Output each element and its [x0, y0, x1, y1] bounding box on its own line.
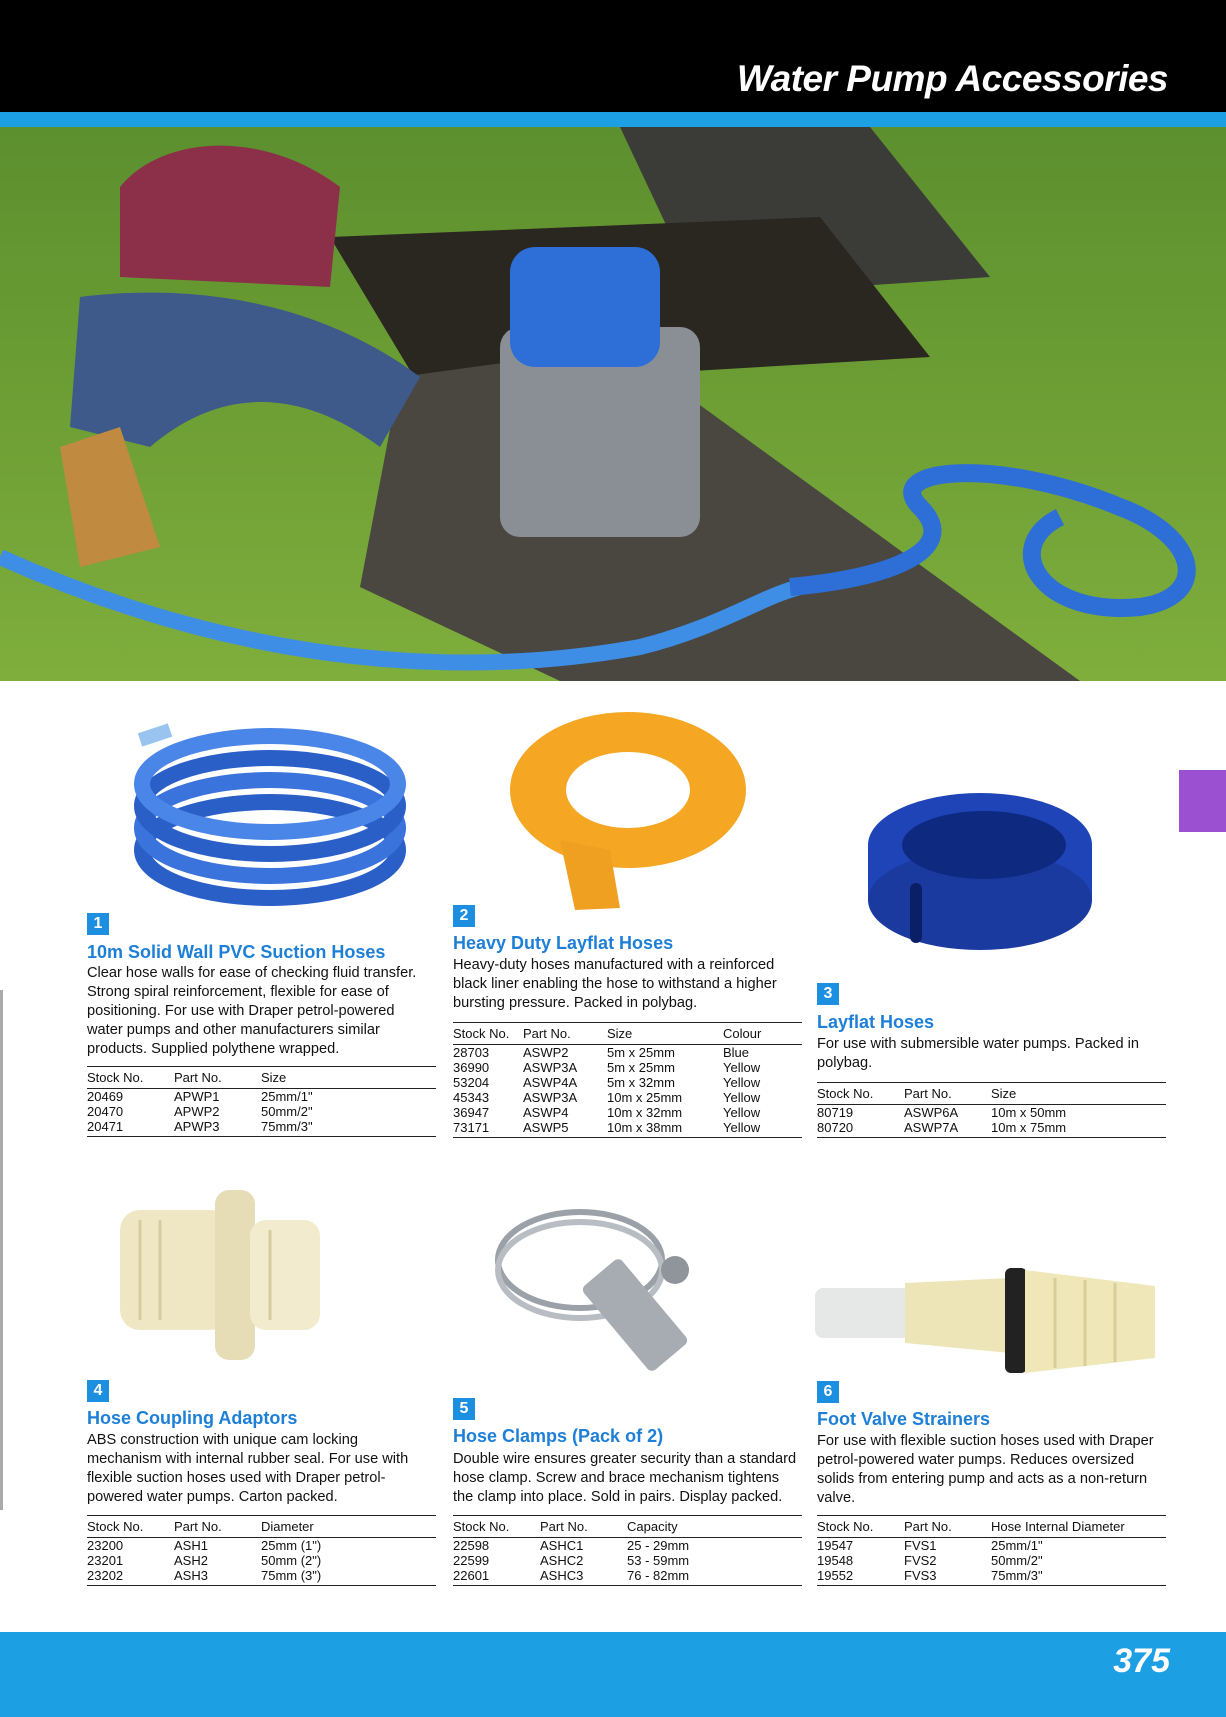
table-cell: 5m x 25mm	[607, 1060, 675, 1075]
table-cell: 22598	[453, 1538, 490, 1553]
hero-photo	[0, 127, 1226, 681]
table-cell: ASH3	[174, 1568, 261, 1586]
table-cell: ASHC1	[540, 1538, 584, 1553]
product-description: Heavy-duty hoses manufactured with a reinforced black liner enabling the hose to withstand a higher bursting pressure. Packed in polybag.	[453, 957, 777, 1011]
table-cell: 10m x 38mm	[607, 1120, 723, 1138]
column-header: Stock No.	[87, 1067, 174, 1089]
table-row	[87, 1104, 436, 1119]
header-accent-stripe	[0, 112, 1226, 127]
product-description: For use with submersible water pumps. Packed in polybag.	[817, 1036, 1140, 1071]
product-number-badge: 4	[87, 1380, 109, 1402]
table-cell: Blue	[723, 1045, 750, 1060]
table-cell: 23201	[87, 1553, 124, 1568]
table-row	[453, 1045, 802, 1061]
product-title: 10m Solid Wall PVC Suction Hoses	[87, 942, 386, 962]
table-cell: APWP2	[174, 1104, 220, 1119]
table-cell: 45343	[453, 1090, 490, 1105]
table-row	[453, 1075, 802, 1090]
table-cell: 76 - 82mm	[627, 1568, 802, 1586]
table-cell: APWP1	[174, 1089, 220, 1104]
column-header: Part No.	[540, 1516, 627, 1538]
product-description: ABS construction with unique cam locking mechanism with internal rubber seal. For use with flexible suction hoses used with Draper petrol-powered water pumps. Carton packed.	[87, 1432, 409, 1505]
table-cell: 20470	[87, 1104, 124, 1119]
table-row	[453, 1105, 802, 1120]
product-description: Double wire ensures greater security than a standard hose clamp. Screw and brace mechanism tightens the clamp into place. Sold in pairs. Display packed.	[453, 1451, 797, 1505]
spec-table	[817, 1515, 1166, 1586]
table-cell: ASWP7A	[904, 1120, 991, 1138]
table-cell: Yellow	[723, 1120, 802, 1138]
table-cell: ASH2	[174, 1553, 208, 1568]
table-cell: 75mm (3")	[261, 1568, 436, 1586]
table-row	[817, 1568, 1166, 1586]
column-header: Part No.	[174, 1067, 261, 1089]
column-header: Stock No.	[453, 1516, 540, 1538]
table-cell: 50mm (2")	[261, 1553, 322, 1568]
table-cell: 10m x 32mm	[607, 1105, 683, 1120]
table-cell: 10m x 25mm	[607, 1090, 683, 1105]
column-header: Stock No.	[453, 1023, 523, 1045]
spec-table	[453, 1515, 802, 1586]
column-header: Stock No.	[817, 1516, 904, 1538]
table-cell: 20471	[87, 1119, 174, 1137]
table-row	[817, 1105, 1166, 1121]
product-title: Layflat Hoses	[817, 1012, 935, 1032]
table-row	[453, 1553, 802, 1568]
product-number-badge: 6	[817, 1381, 839, 1403]
product-description: For use with flexible suction hoses used with Draper petrol-powered water pumps. Reduces oversized solids from entering pump and acts as a non-return valve.	[817, 1433, 1154, 1506]
table-cell: 5m x 32mm	[607, 1075, 675, 1090]
hero-photo-illustration	[0, 127, 1226, 681]
table-cell: 22599	[453, 1553, 490, 1568]
product-title: Hose Coupling Adaptors	[87, 1408, 298, 1428]
product-number-badge: 1	[87, 913, 109, 935]
foot-valve-strainer-image	[810, 1258, 1160, 1388]
table-row	[453, 1090, 802, 1105]
suction-hose-image	[130, 700, 410, 910]
table-row	[817, 1538, 1166, 1554]
product-number-badge: 5	[453, 1398, 475, 1420]
product-title: Heavy Duty Layflat Hoses	[453, 933, 674, 953]
table-cell: 19552	[817, 1568, 904, 1586]
table-cell: ASWP4	[523, 1105, 569, 1120]
column-header: Size	[991, 1083, 1166, 1105]
table-cell: 75mm/3"	[261, 1119, 436, 1137]
table-cell: 25mm/1"	[261, 1089, 313, 1104]
column-header: Colour	[723, 1023, 802, 1045]
table-cell: ASWP4A	[523, 1075, 578, 1090]
blue-layflat-hose-image	[860, 765, 1100, 955]
table-row	[87, 1538, 436, 1554]
hose-coupling-image	[110, 1180, 330, 1370]
table-cell: 5m x 25mm	[607, 1045, 675, 1060]
table-cell: FVS1	[904, 1538, 937, 1553]
table-cell: ASH1	[174, 1538, 208, 1553]
table-cell: APWP3	[174, 1119, 261, 1137]
table-cell: ASWP3A	[523, 1060, 578, 1075]
table-cell: 75mm/3"	[991, 1568, 1166, 1586]
section-side-tab	[1179, 770, 1226, 832]
table-cell: 20469	[87, 1089, 124, 1104]
table-row	[87, 1119, 436, 1137]
table-cell: 25mm/1"	[991, 1538, 1043, 1553]
table-row	[453, 1060, 802, 1075]
column-header: Part No.	[904, 1083, 991, 1105]
table-cell: Yellow	[723, 1060, 761, 1075]
table-cell: FVS3	[904, 1568, 991, 1586]
table-cell: 25mm (1")	[261, 1538, 322, 1553]
table-row	[817, 1553, 1166, 1568]
column-header: Stock No.	[817, 1083, 904, 1105]
product-description: Clear hose walls for ease of checking fluid transfer. Strong spiral reinforcement, flexible for ease of positioning. For use with Draper petrol-powered water pumps and other manufacturers similar products. Supplied polythene wrapped.	[87, 965, 417, 1057]
table-cell: 23202	[87, 1568, 174, 1586]
table-row	[87, 1568, 436, 1586]
column-header: Stock No.	[87, 1516, 174, 1538]
table-cell: ASHC3	[540, 1568, 627, 1586]
table-cell: ASWP5	[523, 1120, 607, 1138]
column-header: Part No.	[174, 1516, 261, 1538]
spec-table	[87, 1515, 436, 1586]
table-cell: ASWP3A	[523, 1090, 578, 1105]
hose-clamp-image	[490, 1200, 730, 1380]
column-header: Part No.	[904, 1516, 991, 1538]
spec-table	[817, 1082, 1166, 1138]
table-cell: 50mm/2"	[991, 1553, 1043, 1568]
column-header: Diameter	[261, 1516, 436, 1538]
left-margin-line	[0, 990, 3, 1510]
column-header: Capacity	[627, 1516, 802, 1538]
table-cell: 36990	[453, 1060, 490, 1075]
table-row	[453, 1538, 802, 1554]
table-cell: Yellow	[723, 1075, 761, 1090]
column-header: Size	[261, 1067, 436, 1089]
table-cell: 80720	[817, 1120, 904, 1138]
spec-table	[87, 1066, 436, 1137]
product-title: Foot Valve Strainers	[817, 1409, 991, 1429]
table-row	[453, 1568, 802, 1586]
table-cell: 22601	[453, 1568, 540, 1586]
table-cell: Yellow	[723, 1105, 761, 1120]
table-row	[817, 1120, 1166, 1138]
table-cell: 73171	[453, 1120, 523, 1138]
table-cell: ASHC2	[540, 1553, 584, 1568]
product-number-badge: 3	[817, 983, 839, 1005]
table-cell: 53204	[453, 1075, 490, 1090]
table-cell: 50mm/2"	[261, 1104, 313, 1119]
table-cell: 36947	[453, 1105, 490, 1120]
table-row	[87, 1553, 436, 1568]
table-cell: 19548	[817, 1553, 854, 1568]
table-cell: ASWP6A	[904, 1105, 959, 1120]
column-header: Size	[607, 1023, 723, 1045]
column-header: Part No.	[523, 1023, 607, 1045]
table-cell: 19547	[817, 1538, 854, 1553]
footer-bar	[0, 1632, 1226, 1717]
table-cell: 23200	[87, 1538, 124, 1553]
product-title: Hose Clamps (Pack of 2)	[453, 1426, 664, 1446]
spec-table	[453, 1022, 802, 1138]
table-cell: ASWP2	[523, 1045, 569, 1060]
product-number-badge: 2	[453, 905, 475, 927]
table-cell: 53 - 59mm	[627, 1553, 690, 1568]
yellow-layflat-hose-image	[500, 690, 760, 920]
table-cell: Yellow	[723, 1090, 761, 1105]
column-header: Hose Internal Diameter	[991, 1516, 1166, 1538]
table-cell: 10m x 50mm	[991, 1105, 1067, 1120]
page-number: 375	[1113, 1642, 1170, 1680]
table-cell: 25 - 29mm	[627, 1538, 690, 1553]
table-cell: 28703	[453, 1045, 490, 1060]
table-cell: FVS2	[904, 1553, 937, 1568]
table-cell: 10m x 75mm	[991, 1120, 1166, 1138]
page-title: Water Pump Accessories	[736, 58, 1168, 99]
table-row	[87, 1089, 436, 1105]
table-cell: 80719	[817, 1105, 854, 1120]
table-row	[453, 1120, 802, 1138]
